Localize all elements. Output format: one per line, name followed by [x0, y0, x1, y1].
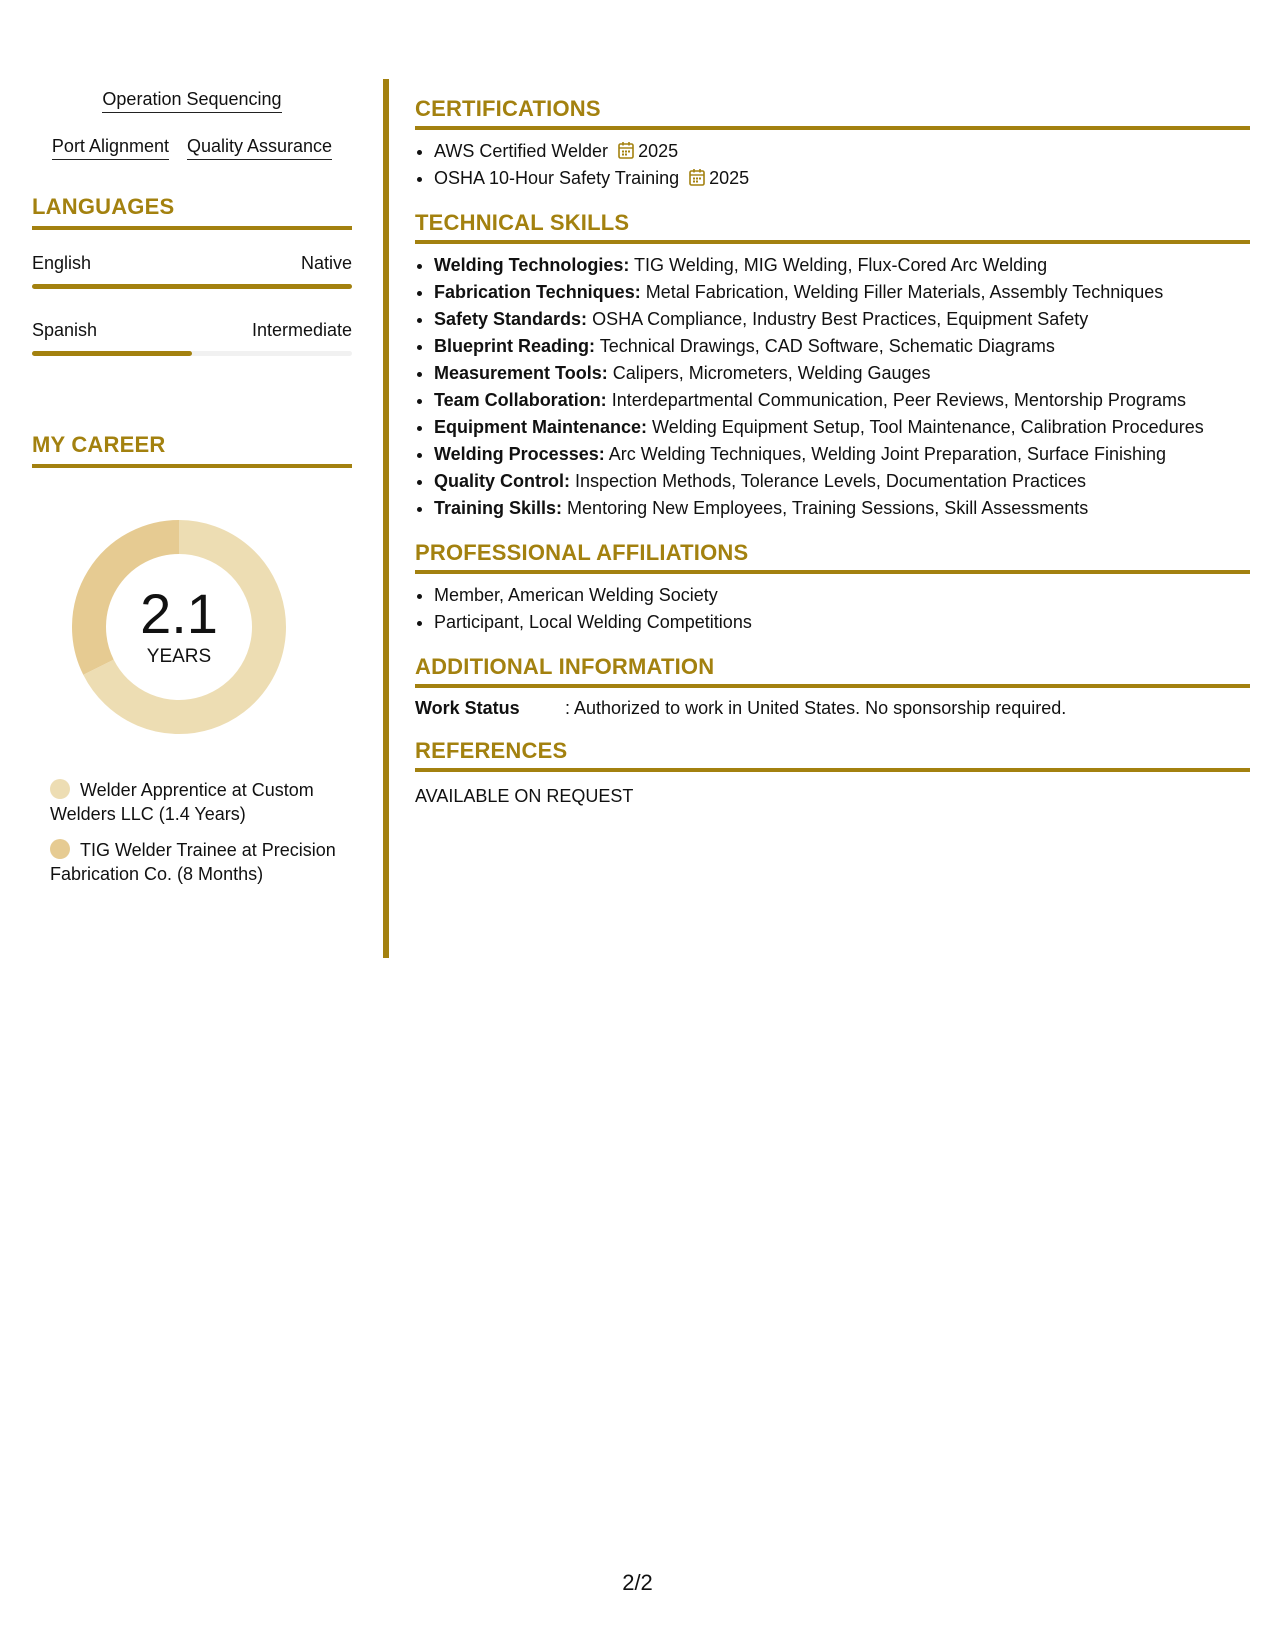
language-bar	[32, 351, 352, 356]
section-rule	[32, 226, 352, 230]
work-status-label: Work Status	[415, 698, 520, 718]
additional-info-section	[415, 654, 1250, 720]
skill-tag: Operation Sequencing	[102, 88, 281, 113]
skill-text: Calipers, Micrometers, Welding Gauges	[612, 363, 931, 383]
technical-skills-section	[415, 210, 1250, 522]
affiliations-title: PROFESSIONAL AFFILIATIONS	[415, 540, 749, 565]
legend-label: TIG Welder Trainee at Precision Fabrication Co. (8 Months)	[50, 840, 336, 884]
list-item	[434, 441, 1250, 468]
references-section	[415, 738, 1250, 808]
affiliations-list	[415, 582, 1250, 636]
skill-tag: Port Alignment	[52, 135, 169, 160]
affiliations-section	[415, 540, 1250, 636]
career-title: MY CAREER	[32, 432, 166, 457]
languages-section	[32, 194, 352, 356]
certification-name: OSHA 10-Hour Safety Training	[434, 168, 680, 188]
legend-dot	[50, 779, 70, 799]
certifications-list	[415, 138, 1250, 192]
skill-label: Fabrication Techniques:	[434, 282, 641, 302]
right-column	[415, 96, 1250, 826]
list-item	[434, 468, 1250, 495]
calendar-icon	[689, 168, 705, 186]
additional-info-title: ADDITIONAL INFORMATION	[415, 654, 715, 679]
list-item	[434, 414, 1250, 441]
legend-dot	[50, 839, 70, 859]
skill-text: Mentoring New Employees, Training Sessions, Skill Assessments	[567, 498, 1089, 518]
section-rule	[32, 464, 352, 468]
technical-skills-list	[415, 252, 1250, 522]
career-donut-chart	[66, 514, 292, 740]
skill-text: Technical Drawings, CAD Software, Schematic Diagrams	[599, 336, 1055, 356]
list-item	[434, 279, 1250, 306]
list-item	[434, 360, 1250, 387]
left-column	[32, 88, 352, 898]
list-item: • Member, American Welding Society	[434, 582, 1250, 609]
certifications-title: CERTIFICATIONS	[415, 96, 601, 121]
skill-label: Team Collaboration:	[434, 390, 607, 410]
list-item	[434, 252, 1250, 279]
donut-center	[66, 514, 292, 740]
list-item	[434, 387, 1250, 414]
section-rule	[415, 768, 1250, 772]
skill-text: Welding Equipment Setup, Tool Maintenance, Calibration Procedures	[652, 417, 1204, 437]
list-item	[434, 306, 1250, 333]
list-item: • Participant, Local Welding Competitions	[434, 609, 1250, 636]
section-rule	[415, 570, 1250, 574]
references-text: AVAILABLE ON REQUEST	[415, 786, 634, 806]
skill-tag-row	[32, 135, 352, 160]
skill-label: Safety Standards:	[434, 309, 588, 329]
skill-label: Measurement Tools:	[434, 363, 608, 383]
column-divider	[383, 79, 389, 958]
list-item	[434, 165, 1250, 192]
career-total-unit: YEARS	[146, 646, 212, 667]
list-item	[434, 495, 1250, 522]
language-bar-fill	[32, 284, 352, 289]
skill-label: Welding Technologies:	[434, 255, 630, 275]
work-status-row	[415, 696, 1250, 720]
language-name: Spanish	[32, 320, 98, 340]
list-item	[434, 333, 1250, 360]
section-rule	[415, 126, 1250, 130]
skill-label: Quality Control:	[434, 471, 570, 491]
certifications-section	[415, 96, 1250, 192]
work-status-value: : Authorized to work in United States. No sponsorship required.	[565, 698, 1067, 718]
certification-year: 2025	[638, 141, 679, 161]
career-total-value: 2.1	[140, 582, 218, 645]
language-item	[32, 252, 352, 289]
skill-text: OSHA Compliance, Industry Best Practices, Equipment Safety	[592, 309, 1089, 329]
skill-tag: Quality Assurance	[187, 135, 332, 160]
skill-text: Interdepartmental Communication, Peer Reviews, Mentorship Programs	[611, 390, 1186, 410]
language-bar	[32, 284, 352, 289]
language-bar-fill	[32, 351, 192, 356]
skill-label: Welding Processes:	[434, 444, 605, 464]
skill-tag-row	[32, 88, 352, 113]
skill-label: Blueprint Reading:	[434, 336, 595, 356]
skill-text: Metal Fabrication, Welding Filler Materials, Assembly Techniques	[645, 282, 1164, 302]
section-rule	[415, 684, 1250, 688]
skill-text: Arc Welding Techniques, Welding Joint Preparation, Surface Finishing	[608, 444, 1167, 464]
language-level: Native	[300, 253, 352, 273]
skill-label: Training Skills:	[434, 498, 563, 518]
certification-name: AWS Certified Welder	[434, 141, 609, 161]
skill-text: Inspection Methods, Tolerance Levels, Documentation Practices	[575, 471, 1086, 491]
certification-year: 2025	[709, 168, 750, 188]
skill-label: Equipment Maintenance:	[434, 417, 648, 437]
list-item	[434, 138, 1250, 165]
legend-item	[50, 778, 340, 826]
career-legend	[32, 778, 352, 886]
legend-label: Welder Apprentice at Custom Welders LLC (1.4 Years)	[50, 780, 314, 824]
skill-text: TIG Welding, MIG Welding, Flux-Cored Arc Welding	[634, 255, 1048, 275]
page-number: 2/2	[622, 1570, 653, 1595]
section-rule	[415, 240, 1250, 244]
language-level: Intermediate	[251, 320, 352, 340]
calendar-icon	[618, 141, 634, 159]
languages-title: LANGUAGES	[32, 194, 175, 219]
language-item	[32, 319, 352, 356]
technical-skills-title: TECHNICAL SKILLS	[415, 210, 630, 235]
legend-item	[50, 838, 340, 886]
references-title: REFERENCES	[415, 738, 568, 763]
career-section	[32, 432, 352, 886]
language-name: English	[32, 253, 92, 273]
skill-tags	[32, 88, 352, 160]
